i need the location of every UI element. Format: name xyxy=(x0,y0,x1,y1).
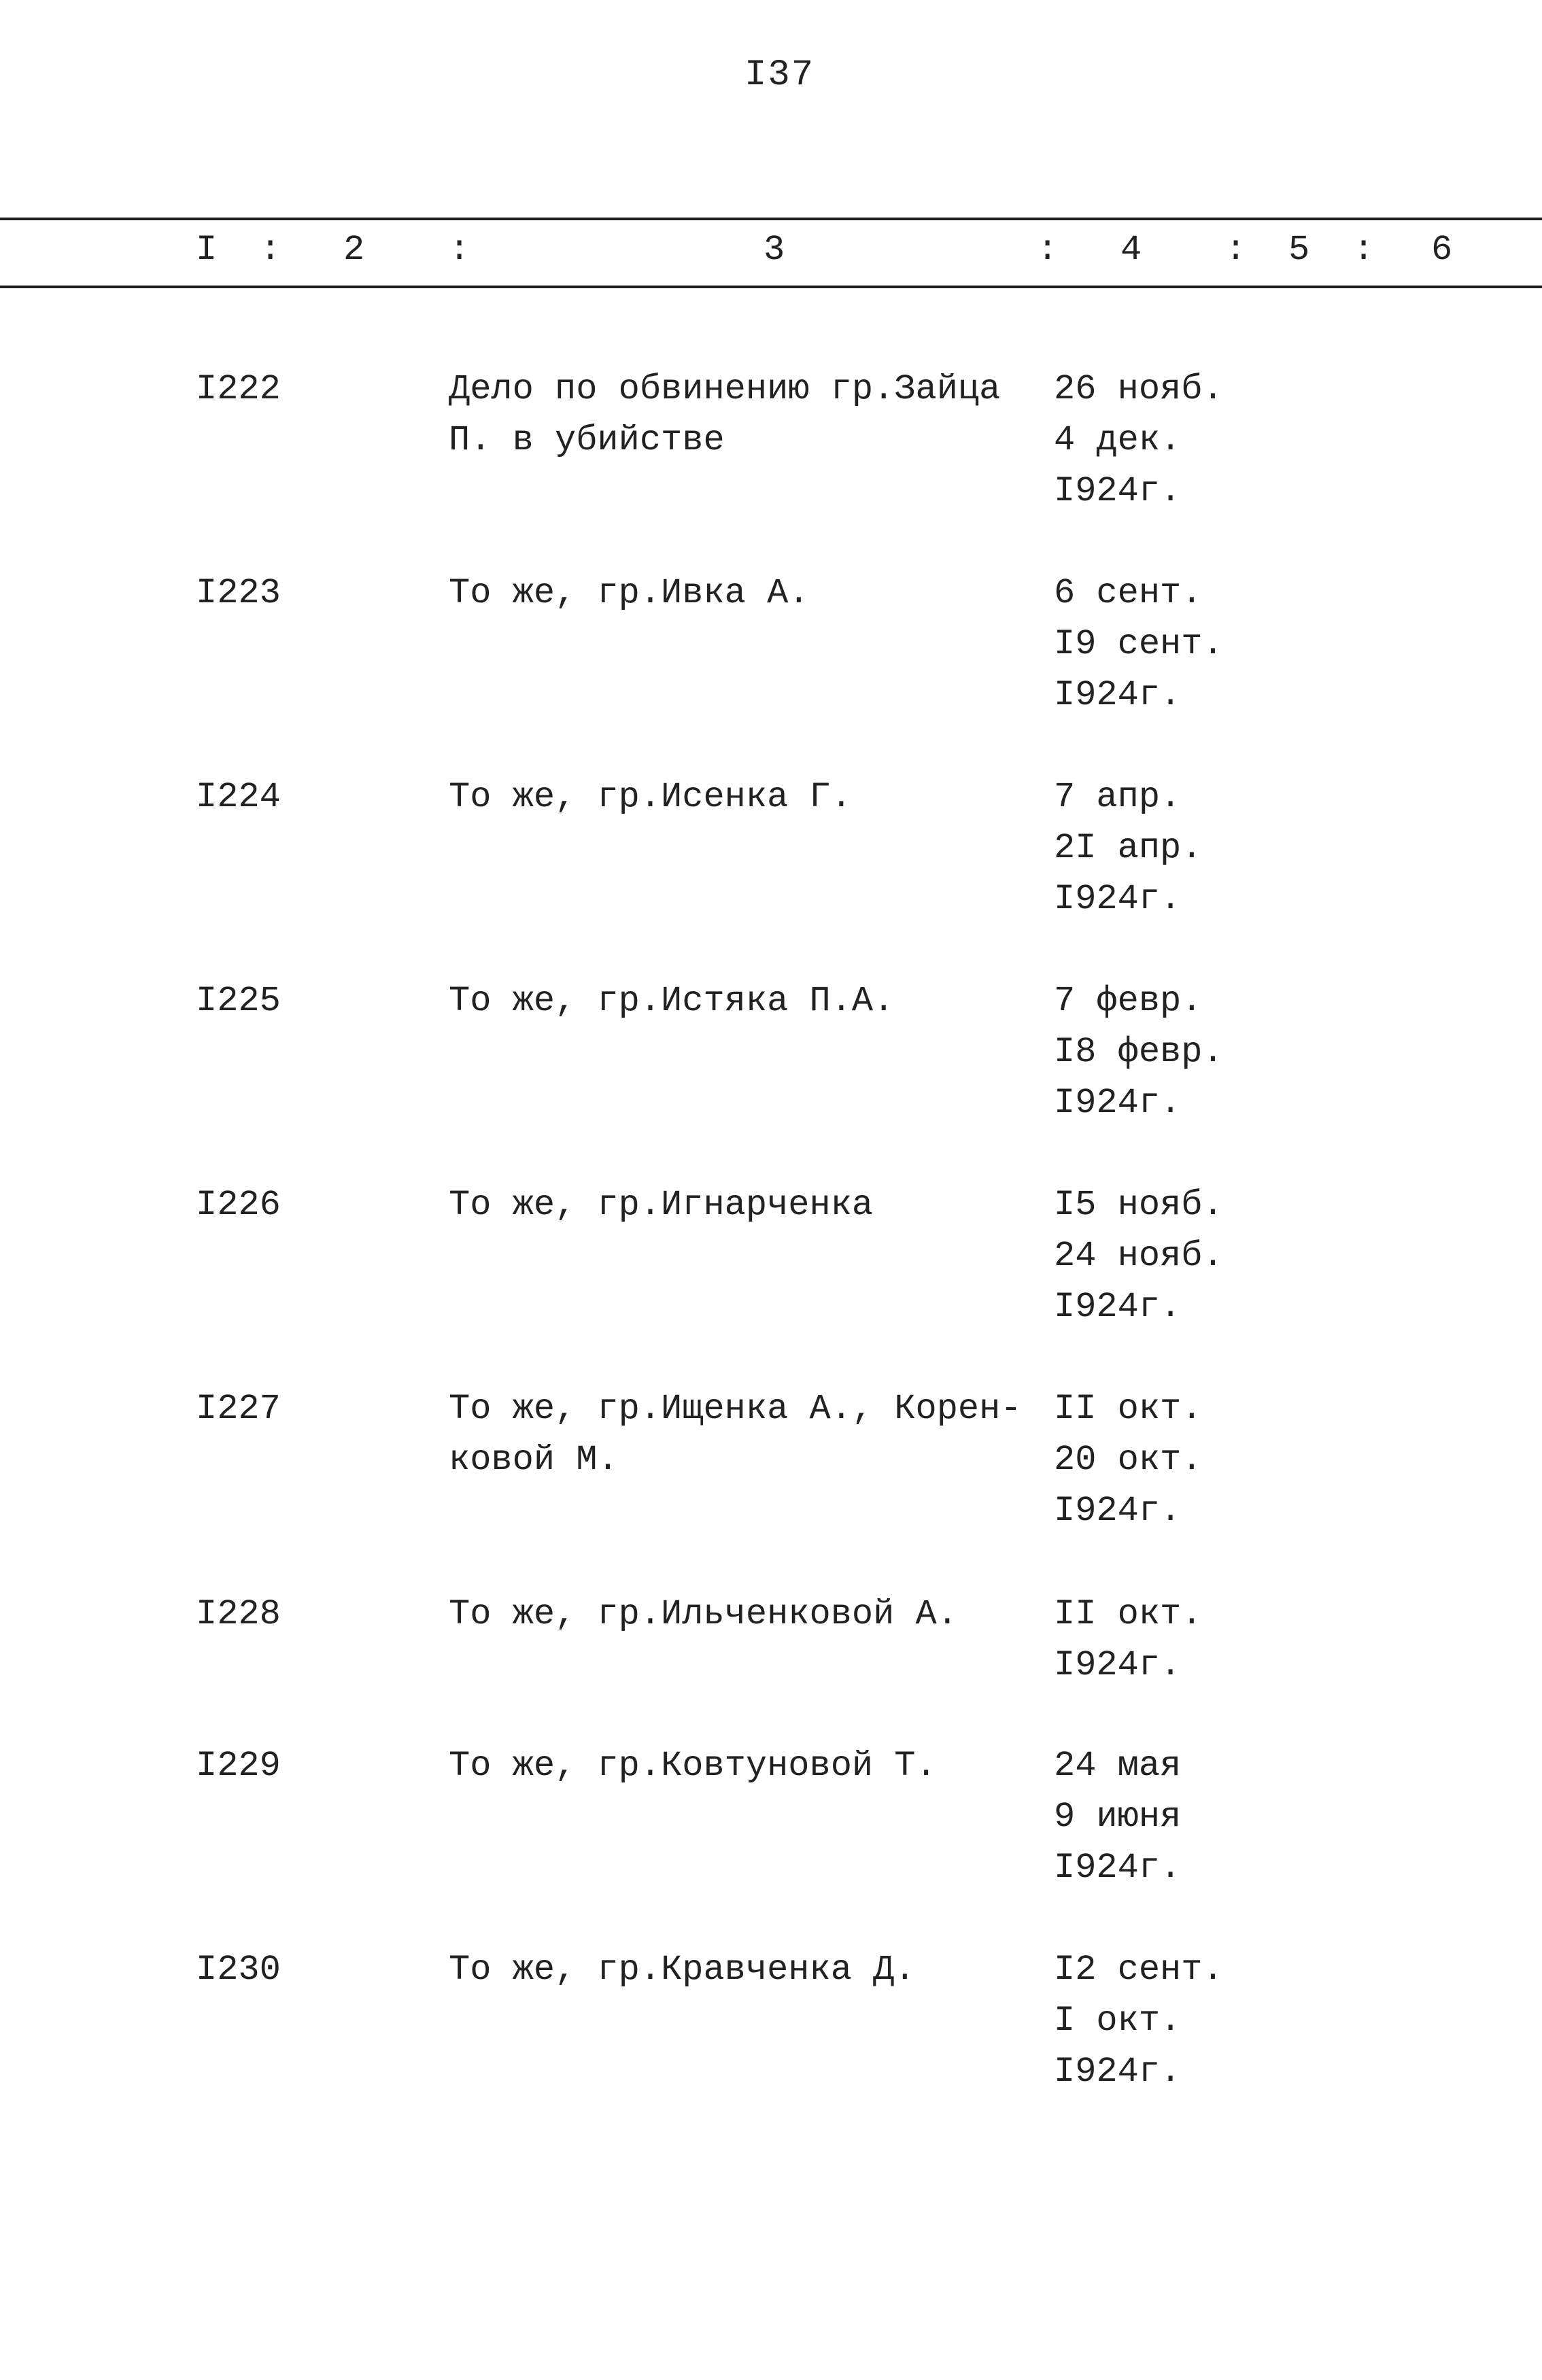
case-number: I228 xyxy=(196,1594,281,1634)
column-header-5: 5 xyxy=(1288,230,1310,270)
case-date-start: 7 апр. xyxy=(1054,777,1182,817)
case-date-end: 9 июня xyxy=(1054,1797,1182,1837)
case-date-start: 7 февр. xyxy=(1054,981,1203,1021)
case-description: То же, гр.Ищенка А., Корен- ковой М. xyxy=(449,1389,1022,1480)
column-header-3: 3 xyxy=(764,230,785,270)
case-year: I924г. xyxy=(1054,1287,1182,1327)
case-date-end: 24 нояб. xyxy=(1054,1236,1224,1276)
case-description: То же, гр.Игнарченка xyxy=(449,1185,874,1225)
case-number: I224 xyxy=(196,777,281,817)
case-date-end: I окт. xyxy=(1054,2001,1182,2041)
case-number: I222 xyxy=(196,369,281,409)
case-date-end: 2I апр. xyxy=(1054,828,1203,868)
case-date-end: I9 сент. xyxy=(1054,624,1224,664)
column-header-1: I xyxy=(196,230,218,270)
column-header-6: 6 xyxy=(1431,230,1453,270)
case-date-end: I8 февр. xyxy=(1054,1032,1224,1072)
column-separator: : xyxy=(1353,230,1375,270)
table-top-rule xyxy=(0,218,1542,220)
case-date-start: 26 нояб. xyxy=(1054,369,1224,409)
case-date-start: II окт. xyxy=(1054,1594,1203,1634)
case-number: I229 xyxy=(196,1746,281,1786)
case-description: То же, гр.Ивка А. xyxy=(449,573,810,613)
case-year: I924г. xyxy=(1054,2052,1182,2092)
case-year: I924г. xyxy=(1054,1083,1182,1123)
case-description: То же, гр.Исенка Г. xyxy=(449,777,852,817)
case-dates xyxy=(1054,568,1224,721)
case-number: I230 xyxy=(196,1950,281,1990)
case-description: То же, гр.Ковтуновой Т. xyxy=(449,1746,937,1786)
case-description: То же, гр.Истяка П.А. xyxy=(449,981,895,1021)
case-dates xyxy=(1054,772,1202,925)
case-number: I226 xyxy=(196,1185,281,1225)
case-date-end: 20 окт. xyxy=(1054,1440,1203,1480)
case-dates xyxy=(1054,1179,1224,1332)
case-description: То же, гр.Кравченка Д. xyxy=(449,1950,916,1990)
case-year: I924г. xyxy=(1054,471,1182,511)
case-number: I227 xyxy=(196,1389,281,1429)
case-dates xyxy=(1054,1944,1224,2097)
case-date-start: 6 сент. xyxy=(1054,573,1203,613)
case-dates xyxy=(1054,1589,1202,1691)
case-date-start: 24 мая xyxy=(1054,1746,1182,1786)
page-number: I37 xyxy=(744,54,815,96)
case-date-end: 4 дек. xyxy=(1054,420,1182,460)
case-number: I225 xyxy=(196,981,281,1021)
case-dates xyxy=(1054,976,1224,1128)
case-number: I223 xyxy=(196,573,281,613)
case-dates xyxy=(1054,364,1224,517)
case-description: Дело по обвинению гр.Зайца П. в убийстве xyxy=(449,369,1001,460)
case-date-start: I5 нояб. xyxy=(1054,1185,1224,1225)
column-separator: : xyxy=(1225,230,1247,270)
column-separator: : xyxy=(260,230,281,270)
column-header-2: 2 xyxy=(343,230,365,270)
case-year: I924г. xyxy=(1054,1645,1182,1685)
case-dates xyxy=(1054,1383,1202,1536)
case-year: I924г. xyxy=(1054,675,1182,715)
case-date-start: II окт. xyxy=(1054,1389,1203,1429)
case-year: I924г. xyxy=(1054,879,1182,919)
column-separator: : xyxy=(1037,230,1059,270)
case-year: I924г. xyxy=(1054,1491,1182,1531)
case-dates xyxy=(1054,1740,1181,1893)
case-year: I924г. xyxy=(1054,1848,1182,1888)
case-description: То же, гр.Ильченковой А. xyxy=(449,1594,958,1634)
table-header-rule xyxy=(0,286,1542,288)
column-separator: : xyxy=(449,230,470,270)
column-header-4: 4 xyxy=(1120,230,1142,270)
case-date-start: I2 сент. xyxy=(1054,1950,1224,1990)
